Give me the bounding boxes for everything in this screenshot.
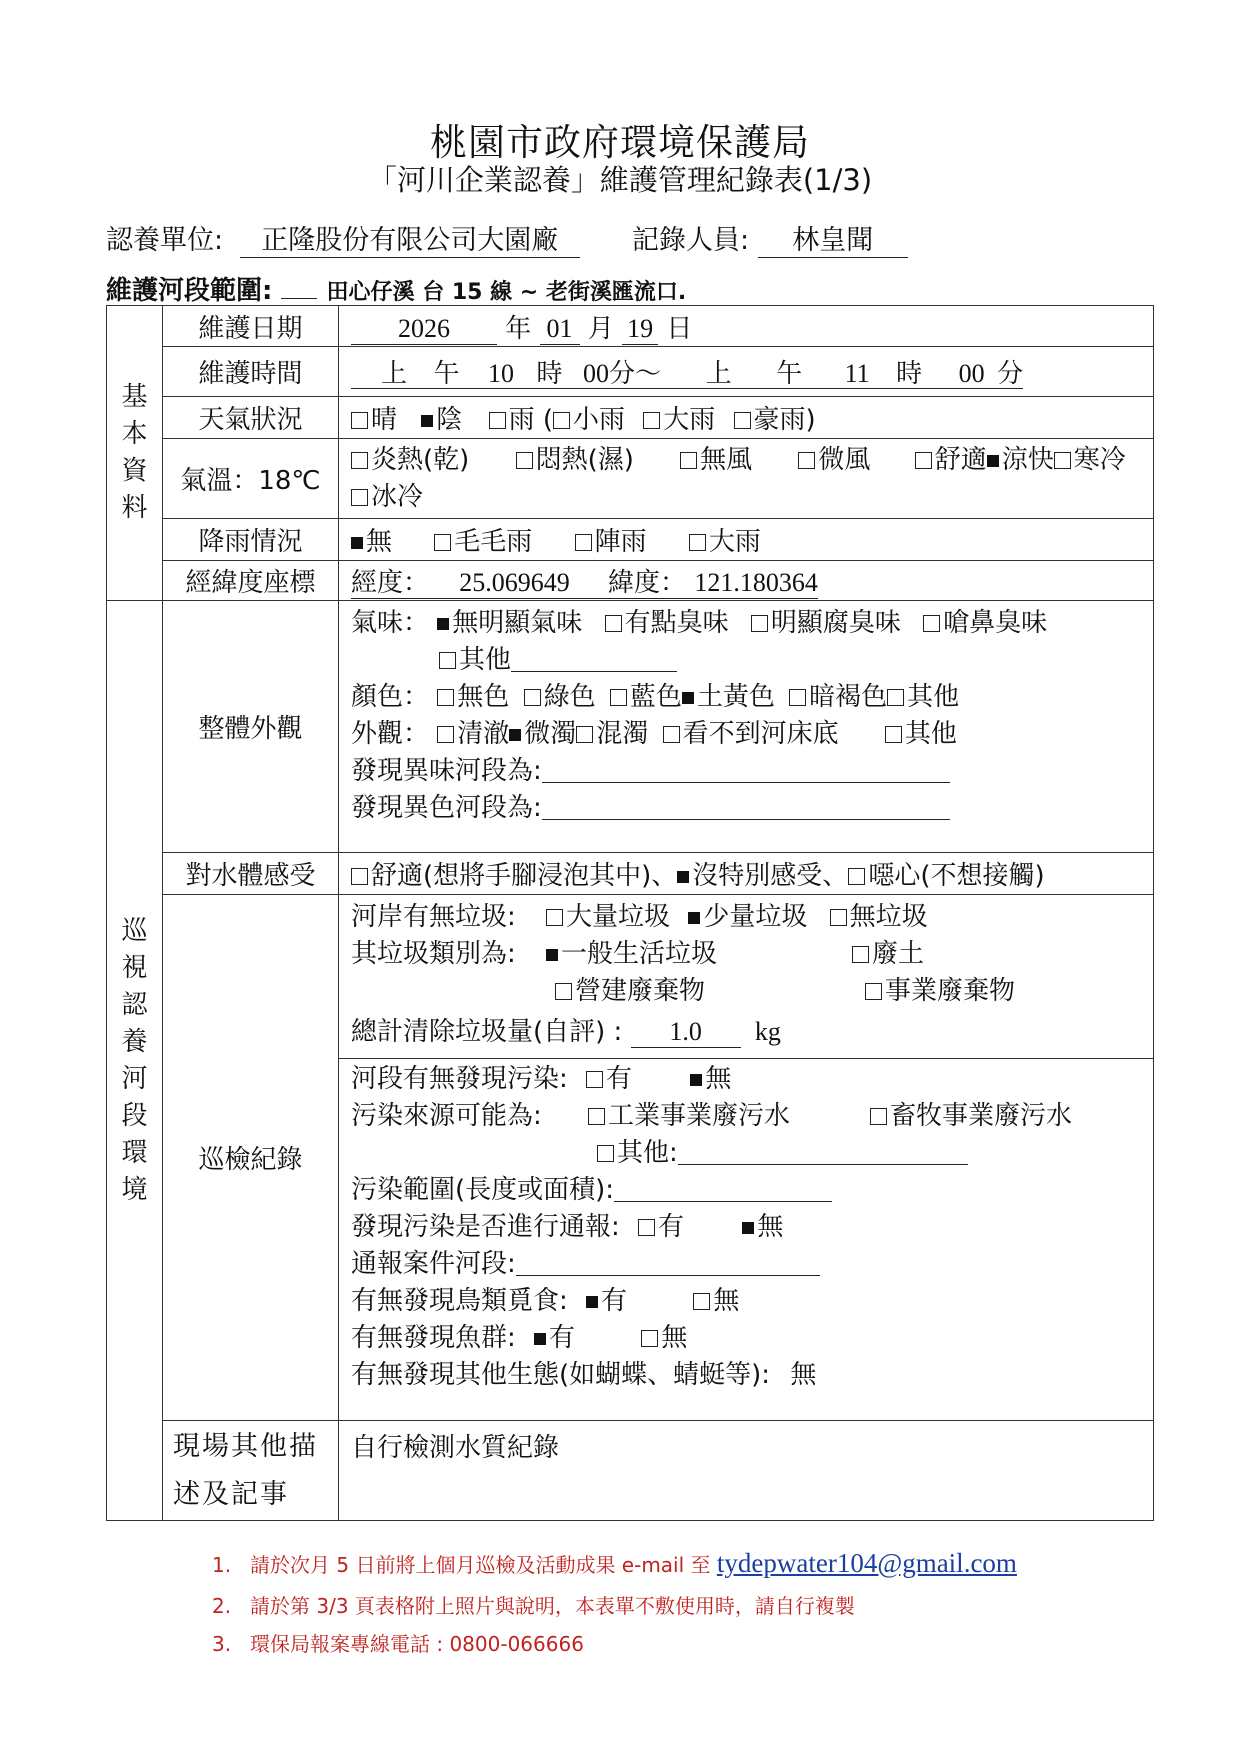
look-opt-clear[interactable]: 清澈 xyxy=(437,719,509,749)
report-opt-yes[interactable]: 有 xyxy=(638,1212,684,1242)
look-opt-no-bed[interactable]: 看不到河床底 xyxy=(663,719,839,749)
report-opt-no[interactable]: 無 xyxy=(742,1212,783,1242)
color-opt-dark-brown[interactable]: 暗褐色 xyxy=(789,682,887,712)
note-1-text: 請於次月 5 日前將上個月巡檢及活動成果 e-mail 至 xyxy=(250,1553,711,1577)
page-title: 桃園市政府環境保護局 xyxy=(430,121,810,164)
adopt-unit-value: 正隆股份有限公司大園廠 xyxy=(240,218,580,258)
pollution-opt-no[interactable]: 無 xyxy=(690,1064,731,1094)
date-month: 01 xyxy=(540,314,580,345)
note-3-text: 環保局報案專線電話 : 0800-066666 xyxy=(250,1632,584,1656)
feeling-opt-comfort[interactable]: 舒適(想將手腳浸泡其中)、 xyxy=(351,861,677,891)
patrol-side-label: 巡視認養河段環境 xyxy=(107,601,163,1521)
trash-opt-small[interactable]: 少量垃圾 xyxy=(688,902,807,932)
feel-options xyxy=(339,439,1154,519)
bird-opt-yes[interactable]: 有 xyxy=(586,1286,627,1316)
color-label: 顏色： xyxy=(351,682,430,712)
adopt-unit-row xyxy=(106,218,580,258)
fish-opt-yes[interactable]: 有 xyxy=(534,1323,575,1353)
trash-opt-none[interactable]: 無垃圾 xyxy=(830,902,928,932)
note-2: 2. 請於第 3/3 頁表格附上照片與說明，本表單不敷使用時，請自行複製 xyxy=(212,1594,855,1618)
trash-type-construction[interactable]: 營建廢棄物 xyxy=(555,973,865,1010)
river-section-label: 維護河段範圍: xyxy=(106,276,273,306)
recorder-value: 林皇聞 xyxy=(758,218,908,258)
latitude-label: 緯度： xyxy=(608,568,687,598)
time-from-hour: 10 xyxy=(488,359,515,388)
feel-opt-freezing[interactable]: 冰冷 xyxy=(351,479,1153,516)
rainfall-label: 降雨情況 xyxy=(163,519,339,561)
coordinates-field[interactable] xyxy=(339,561,1154,601)
coordinates-label: 經緯度座標 xyxy=(163,561,339,601)
case-section-field[interactable] xyxy=(516,1249,820,1276)
pollution-range-label: 污染範圍(長度或面積): xyxy=(351,1175,615,1205)
appearance-section xyxy=(339,601,1154,853)
trash-label: 河岸有無垃圾: xyxy=(351,902,516,932)
feel-opt-humid[interactable]: 悶熱(濕) xyxy=(516,445,634,475)
color-opt-blue[interactable]: 藍色 xyxy=(610,682,682,712)
temperature-label: 氣溫：18℃ xyxy=(163,439,339,519)
case-section-label: 通報案件河段: xyxy=(351,1249,516,1279)
basic-info-side-label: 基本資料 xyxy=(107,306,163,601)
longitude-value: 25.069649 xyxy=(459,568,570,597)
feeling-opt-neutral[interactable]: 沒特別感受、 xyxy=(677,861,848,891)
color-opt-clear[interactable]: 無色 xyxy=(437,682,509,712)
odd-smell-field[interactable] xyxy=(542,756,950,783)
pollution-label: 河段有無發現污染: xyxy=(351,1064,568,1094)
recorder-row xyxy=(632,218,908,258)
note-1: 1. 請於次月 5 日前將上個月巡檢及活動成果 e-mail 至 tydepwater104@gmail.com xyxy=(212,1548,1017,1578)
river-section-row xyxy=(106,270,686,307)
feel-opt-no-wind[interactable]: 無風 xyxy=(680,445,752,475)
date-year: 2026 xyxy=(351,314,497,345)
rainfall-options xyxy=(339,519,1154,561)
odd-color-field[interactable] xyxy=(542,793,950,820)
trash-type-household[interactable]: 一般生活垃圾 xyxy=(546,936,852,973)
odor-opt-none[interactable]: 無明顯氣味 xyxy=(437,608,582,638)
maint-date-label: 維護日期 xyxy=(163,306,339,347)
source-opt-industrial[interactable]: 工業事業廢污水 xyxy=(588,1098,870,1135)
trash-total-label: 總計清除垃圾量(自評) : xyxy=(351,1017,623,1047)
contact-email-link[interactable]: tydepwater104@gmail.com xyxy=(716,1548,1017,1578)
odd-smell-label: 發現異味河段為: xyxy=(351,756,542,786)
rain-opt-shower[interactable]: 陣雨 xyxy=(575,527,647,557)
date-day: 19 xyxy=(622,314,658,345)
ecology-label: 有無發現其他生態(如蝴蝶、蜻蜓等): xyxy=(351,1360,771,1390)
weather-opt-light-rain[interactable]: 小雨 xyxy=(553,405,625,435)
inspection-record-label: 巡檢紀錄 xyxy=(163,895,339,1421)
inspection-record-section xyxy=(339,895,1154,1421)
form-subtitle: 「河川企業認養」維護管理紀錄表(1/3) xyxy=(367,163,873,197)
weather-opt-rain[interactable]: 雨 ( xyxy=(489,405,553,435)
trash-total-unit: kg xyxy=(754,1017,781,1046)
time-to-period: 上 xyxy=(705,359,732,388)
maint-time-label: 維護時間 xyxy=(163,347,339,397)
longitude-label: 經度： xyxy=(351,568,430,598)
note-3: 3. 環保局報案專線電話 : 0800-066666 xyxy=(212,1632,584,1656)
maint-time-field[interactable]: 上 午 10 時 00分～ 上 午 11 時 00 分 xyxy=(339,347,1154,397)
other-notes-label: 現場其他描 述及記事 xyxy=(163,1421,339,1521)
trash-opt-large[interactable]: 大量垃圾 xyxy=(546,902,670,932)
pollution-opt-yes[interactable]: 有 xyxy=(586,1064,632,1094)
recorder-label: 記錄人員: xyxy=(632,225,750,256)
color-opt-other[interactable]: 其他 xyxy=(887,682,959,712)
latitude-value: 121.180364 xyxy=(694,568,818,597)
weather-opt-sunny[interactable]: 晴 xyxy=(351,405,397,435)
trash-type-label: 其垃圾類別為: xyxy=(351,939,516,969)
odor-label: 氣味： xyxy=(351,608,430,638)
adopt-unit-label: 認養單位: xyxy=(106,225,224,256)
feeling-opt-disgust[interactable]: 噁心(不想接觸) xyxy=(848,861,1044,891)
time-to-min: 00 xyxy=(958,359,985,388)
odd-color-label: 發現異色河段為: xyxy=(351,793,542,823)
odor-opt-rotten[interactable]: 明顯腐臭味 xyxy=(751,608,901,638)
weather-label: 天氣狀況 xyxy=(163,397,339,439)
fish-label: 有無發現魚群: xyxy=(351,1323,516,1353)
source-opt-livestock[interactable]: 畜牧事業廢污水 xyxy=(870,1101,1072,1131)
other-notes-field[interactable]: 自行檢測水質紀錄 xyxy=(339,1421,1154,1521)
appearance-label: 整體外觀 xyxy=(163,601,339,853)
color-opt-green[interactable]: 綠色 xyxy=(524,682,596,712)
rain-opt-heavy[interactable]: 大雨 xyxy=(689,527,761,557)
source-opt-other[interactable]: 其他: xyxy=(351,1135,1153,1172)
source-label: 污染來源可能為: xyxy=(351,1101,542,1131)
pollution-range-field[interactable] xyxy=(614,1175,832,1202)
record-table xyxy=(106,305,1154,1521)
weather-opt-storm[interactable]: 豪雨) xyxy=(734,405,816,435)
look-label: 外觀： xyxy=(351,719,430,749)
trash-type-soil[interactable]: 廢土 xyxy=(852,939,924,969)
river-section-value: 田心仔溪 台 15 線 ~ 老街溪匯流口. xyxy=(326,280,687,305)
note-2-text: 請於第 3/3 頁表格附上照片與說明，本表單不敷使用時，請自行複製 xyxy=(250,1594,855,1618)
time-to-hour: 11 xyxy=(844,359,870,388)
weather-opt-heavy-rain[interactable]: 大雨 xyxy=(643,405,715,435)
feel-opt-comfort[interactable]: 舒適 xyxy=(915,445,987,475)
weather-opt-cloudy[interactable]: 陰 xyxy=(421,405,462,435)
fish-opt-no[interactable]: 無 xyxy=(641,1323,687,1353)
rain-opt-none[interactable]: 無 xyxy=(351,527,392,557)
look-opt-turbid[interactable]: 混濁 xyxy=(576,719,648,749)
rain-opt-drizzle[interactable]: 毛毛雨 xyxy=(434,527,532,557)
color-opt-yellow-brown[interactable]: 土黃色 xyxy=(682,682,775,712)
look-opt-slightly-turbid[interactable]: 微濁 xyxy=(509,719,576,749)
water-feeling-options xyxy=(339,853,1154,895)
feel-opt-cool[interactable]: 涼快 xyxy=(987,445,1054,475)
odor-opt-pungent[interactable]: 嗆鼻臭味 xyxy=(923,608,1047,638)
trash-type-business[interactable]: 事業廢棄物 xyxy=(865,976,1015,1006)
water-feeling-label: 對水體感受 xyxy=(163,853,339,895)
time-from-min: 00 xyxy=(583,359,610,388)
odor-opt-slight[interactable]: 有點臭味 xyxy=(605,608,729,638)
trash-total-value[interactable]: 1.0 xyxy=(631,1017,741,1048)
look-opt-other[interactable]: 其他 xyxy=(885,719,957,749)
ecology-value[interactable]: 無 xyxy=(790,1360,817,1390)
feel-opt-cold[interactable]: 寒冷 xyxy=(1054,445,1126,475)
bird-label: 有無發現鳥類覓食: xyxy=(351,1286,568,1316)
odor-opt-other[interactable]: 其他 xyxy=(351,642,1153,679)
time-from-period: 上 xyxy=(381,359,408,388)
maint-date-field[interactable]: 2026 年 01 月 19 日 xyxy=(339,306,1154,347)
report-label: 發現污染是否進行通報: xyxy=(351,1212,620,1242)
weather-options xyxy=(339,397,1154,439)
feel-opt-breeze[interactable]: 微風 xyxy=(798,445,870,475)
bird-opt-no[interactable]: 無 xyxy=(693,1286,739,1316)
feel-opt-hot-dry[interactable]: 炎熱(乾) xyxy=(351,445,469,475)
